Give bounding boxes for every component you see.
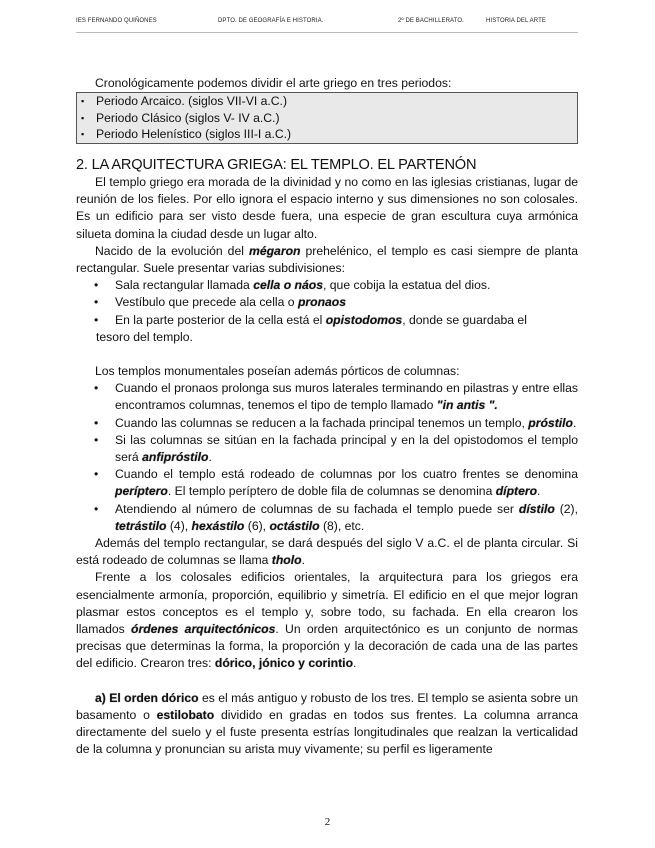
term-tholo: tholo [271,553,302,568]
section-title: 2. LA ARQUITECTURA GRIEGA: EL TEMPLO. EL PARTENÓN [76,156,477,173]
term-distilo: dístilo [518,501,555,516]
list-item [96,312,578,346]
term-pronaos: pronaos [297,295,347,310]
term-doric: a) El orden dórico [95,690,199,705]
page-header [76,18,578,33]
spacer [76,673,578,690]
text: Cuando las columnas se reducen a la fachada principal tenemos un templo, [115,415,529,430]
term-ordenes: órdenes arquitectónicos [131,622,276,637]
text: prehelénico, el templo es casi siempre de planta rectangular. Suele presentar varias subdivisiones: [76,243,578,275]
text: (2), [554,501,578,516]
list-item [115,501,578,535]
list-item: • Cuando el templo está rodeado de columnas por los cuatro frentes se denomina períptero. El templo períptero de doble fila de columnas se denomina díptero. [115,466,578,500]
term-cella: cella o náos [253,278,323,293]
spacer [76,346,578,363]
term-in-antis: "in antis ". [436,398,498,413]
term-octastilo: octástilo [269,518,320,533]
term-diptero: díptero [495,484,538,499]
text: (8), etc. [319,518,365,533]
term-orders-list: dórico, jónico y corintio [214,656,354,671]
porticos-list [76,380,578,535]
header-department: DPTO. DE GEOGRAFÍA E HISTORIA. [218,18,324,24]
text: Sala rectangular llamada [115,278,254,293]
term-opistodomos: opistodomos [325,312,403,327]
period-item: ▪ Periodo Arcaico. (siglos VII-VI a.C.) [96,93,577,110]
period-item: ▪ Periodo Clásico (siglos V- IV a.C.) [96,110,577,127]
text: Si las columnas se sitúan en la fachada principal y en la del opistodomos el templo será [115,432,578,465]
term-megaron: mégaron [248,243,301,258]
text: Cuando el templo está rodeado de columnas por los cuatro frentes se denomina [115,467,578,482]
text: , donde se guardaba el [402,312,527,327]
text: es el más antiguo y robusto de los tres. El templo se asienta sobre un basamento o [76,690,578,722]
text: Cuando el pronaos prolonga sus muros laterales terminando en pilastras y entre ellas encontramos columnas, tenemos el tipo de templo llamado [115,381,578,413]
term-hexastilo: hexástilo [191,518,245,533]
text: Nacido de la evolución del [95,243,249,258]
list-item [115,380,578,414]
text: Frente a los colosales edificios orientales, la arquitectura para los griegos era esencialmente armonía, proporción, equilibrio y simetría. El edificio en el que mejor logran plasmar estos conceptos es el templo y, sobre todo, su fachada. En ella crearon los llamados [76,570,578,637]
term-tetrastilo: tetrástilo [115,518,167,533]
document-body [76,75,578,758]
header-course: 2º DE BACHILLERATO. [398,18,464,24]
list-item [115,294,578,311]
text: En la parte posterior de la cella está el [115,312,326,327]
text: , que cobija la estatua del dios. [323,278,491,293]
text: Además del templo rectangular, se dará después del siglo V a.C. el de planta circular. Si está rodeado de columnas se llama [76,536,578,568]
subdivisions-list [76,277,578,346]
term-periptero: períptero [115,484,168,499]
header-subject: HISTORIA DEL ARTE [486,18,546,24]
circular-temple-paragraph: Además del templo rectangular, se dará después del siglo V a.C. el de planta circular. Si está rodeado de columnas se llama tholo. [76,536,578,568]
periods-box [76,92,578,144]
term-estilobato: estilobato [156,707,215,722]
text: Atendiendo al número de columnas de su fachada el templo puede ser [115,501,519,516]
text: (6), [244,518,270,533]
header-school: IES FERNANDO QUIÑONES [76,18,157,24]
text: . El templo períptero de doble fila de columnas se denomina [167,484,496,499]
term-anfiprostilo: anfipróstilo [142,450,209,465]
orders-paragraph: Frente a los colosales edificios orientales, la arquitectura para los griegos era esencialmente armonía, proporción, equilibrio y simetría. El edificio en el que mejor logran plasmar estos conceptos es el templo y, sobre todo, su fachada. En ella crearon los llamados órdenes arquitectónicos. Un orden arquitectónico es un conjunto de normas precisas que determinas la forma, la proporción y la decoración de cada una de las partes del edificio. Crearon tres: dórico, jónico y corintio. [76,570,578,671]
temple-paragraph-1: El templo griego era morada de la divinidad y no como en las iglesias cristianas, lugar de reunión de los fieles. Por ello ignora el espacio interno y sus dimensiones no son colosales. Es un edificio para ser visto desde fuera, una especie de gran escultura cuya armónica silueta domina la ciudad desde un lugar alto. [76,174,578,241]
text: . Un orden arquitectónico es un conjunto de normas precisas que determinas la forma, la proporción y la decoración de cada una de las partes del edificio. Crearon tres: [76,622,578,671]
term-prostilo: próstilo [528,415,573,430]
temple-paragraph-2 [76,243,578,277]
text: dividido en gradas en todos sus frentes. La columna arranca directamente del suelo y el fuste presenta estrías longitudinales que realzan la verticalidad de la columna y pronuncian su arista muy vivamente; su perfil es ligeramente [76,707,578,757]
text: Vestíbulo que precede ala cella o [115,295,298,310]
porticos-intro: Los templos monumentales poseían además pórticos de columnas: [95,364,460,379]
page-number: 2 [324,816,331,828]
list-item: • Cuando las columnas se reducen a la fachada principal tenemos un templo, próstilo. [115,415,578,432]
text: tesoro del templo. [96,329,193,344]
text: (4), [166,518,192,533]
list-item: • Si las columnas se sitúan en la fachada principal y en la del opistodomos el templo será anfipróstilo. [115,432,578,466]
intro-paragraph: Cronológicamente podemos dividir el arte griego en tres periodos: [95,76,452,90]
list-item [115,277,578,294]
period-item: ▪ Periodo Helenístico (siglos III-I a.C.) [96,126,577,143]
doric-paragraph [76,690,578,759]
